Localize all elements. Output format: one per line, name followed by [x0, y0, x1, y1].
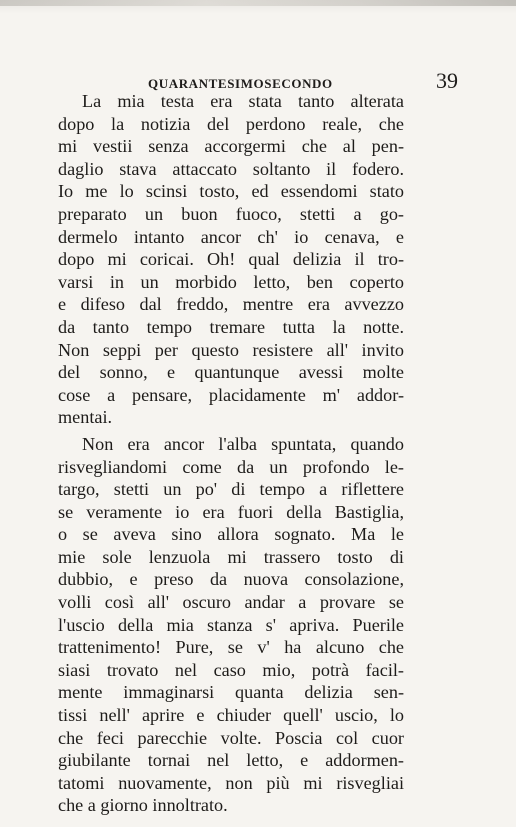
- text-line: Non era ancor l'alba spuntata, quando: [82, 433, 404, 454]
- text-line: dopo mi coricai. Oh! qual delizia il tro-: [58, 249, 404, 270]
- text-line: siasi trovato nel caso mio, potrà facil-: [58, 659, 404, 680]
- text-line: giubilante tornai nel letto, e addormen-: [58, 750, 404, 771]
- text-line: se veramente io era fuori della Bastiglia,: [58, 501, 404, 522]
- text-line: risvegliandomi come da un profondo le-: [58, 456, 404, 477]
- text-line: o se aveva sino allora sognato. Ma le: [58, 524, 404, 545]
- text-line: dermelo intanto ancor ch' io cenava, e: [58, 226, 404, 247]
- text-line: mente immaginarsi quanta delizia sen-: [58, 682, 404, 703]
- text-line: preparato un buon fuoco, stetti a go-: [58, 203, 404, 224]
- text-line: varsi in un morbido letto, ben coperto: [58, 271, 404, 292]
- text-line: mie sole lenzuola mi trassero tosto di: [58, 546, 404, 567]
- text-line: e difeso dal freddo, mentre era avvezzo: [58, 294, 404, 315]
- text-line: che feci parecchie volte. Poscia col cuor: [58, 727, 404, 748]
- text-line: mentai.: [58, 407, 113, 428]
- page-top-edge: [0, 0, 516, 6]
- text-line: daglio stava attaccato soltanto il fodero.: [58, 158, 404, 179]
- text-line: Non seppi per questo resistere all' invito: [58, 339, 404, 360]
- text-line: volli così all' oscuro andar a provare se: [58, 592, 404, 613]
- body-text: [58, 90, 404, 817]
- text-line: da tanto tempo tremare tutta la notte.: [58, 316, 404, 337]
- text-line: tissi nell' aprire e chiuder quell' uscio, lo: [58, 705, 404, 726]
- text-line: mi vestii senza accorgermi che al pen-: [58, 136, 404, 157]
- running-title: QUARANTESIMOSECONDO: [148, 76, 333, 91]
- text-line: del sonno, e quantunque avessi molte: [58, 362, 404, 383]
- text-line: l'uscio della mia stanza s' apriva. Puerile: [58, 614, 404, 635]
- text-line: La mia testa era stata tanto alterata: [82, 91, 404, 111]
- paragraph-1: [58, 90, 404, 429]
- text-line: Io me lo scinsi tosto, ed essendomi stato: [58, 181, 404, 202]
- text-line: targo, stetti un po' di tempo a riflettere: [58, 479, 404, 500]
- text-line: tatomi nuovamente, non più mi risvegliai: [58, 772, 404, 793]
- text-line: dubbio, e preso da nuova consolazione,: [58, 569, 404, 590]
- text-line: dopo la notizia del perdono reale, che: [58, 113, 404, 134]
- paragraph-2: [58, 433, 404, 817]
- text-line: che a giorno innoltrato.: [58, 795, 228, 816]
- page-number: 39: [436, 68, 458, 93]
- text-line: trattenimento! Pure, se v' ha alcuno che: [58, 637, 404, 658]
- text-line: cose a pensare, placidamente m' addor-: [58, 384, 404, 405]
